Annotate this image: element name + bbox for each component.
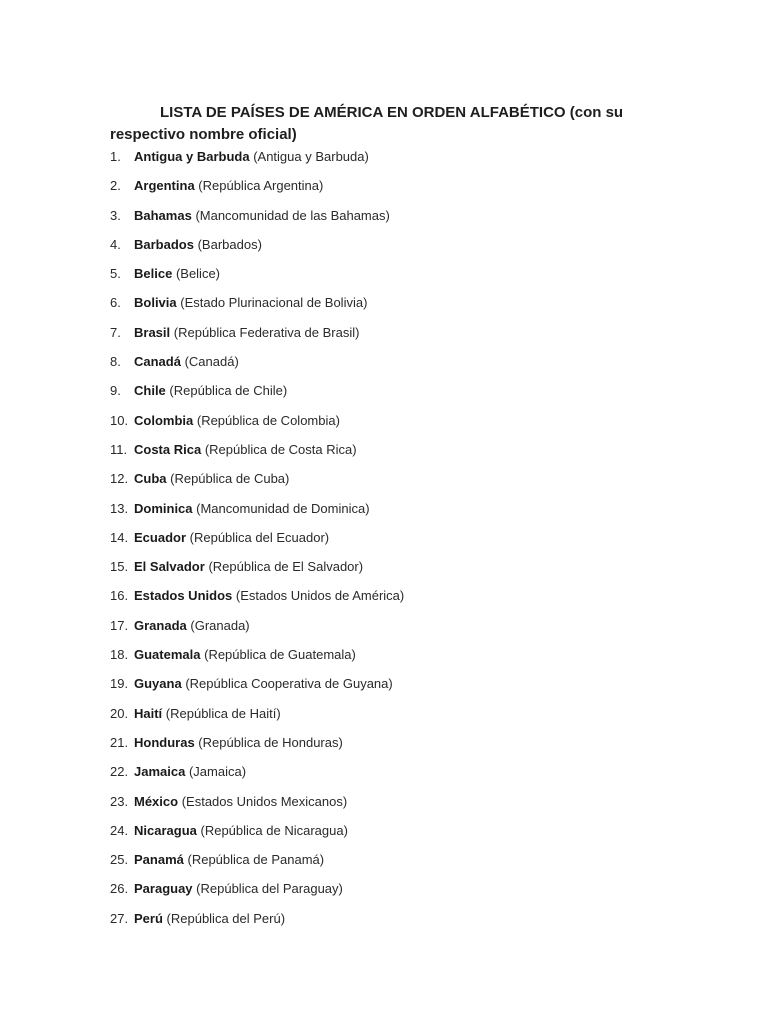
list-item xyxy=(110,584,404,613)
official-name: (República de Costa Rica) xyxy=(204,441,357,457)
list-item-number: 14. xyxy=(110,529,129,545)
country-name: Belice xyxy=(134,266,173,282)
official-name: (República del Perú) xyxy=(166,910,286,926)
official-name: (Estados Unidos Mexicanos) xyxy=(181,793,348,809)
list-item-number: 2. xyxy=(110,178,121,194)
official-name: (República Argentina) xyxy=(198,178,324,194)
list-item xyxy=(110,497,404,526)
country-name: Colombia xyxy=(134,412,194,428)
country-name: Estados Unidos xyxy=(134,588,233,604)
country-name: Argentina xyxy=(134,178,195,194)
country-name: Honduras xyxy=(134,734,195,750)
official-name: (República de El Salvador) xyxy=(208,559,364,575)
list-item xyxy=(110,760,404,789)
country-name: Jamaica xyxy=(134,764,186,780)
country-name: Ecuador xyxy=(134,529,187,545)
list-item xyxy=(110,819,404,848)
list-item-number: 3. xyxy=(110,207,121,223)
list-item-number: 18. xyxy=(110,647,129,663)
list-item-number: 16. xyxy=(110,588,129,604)
official-name: (República del Ecuador) xyxy=(189,529,330,545)
document-title: LISTA DE PAÍSES DE AMÉRICA EN ORDEN ALFABÉTICO (con su respectivo nombre oficial) xyxy=(110,104,624,143)
country-name: Canadá xyxy=(134,354,181,370)
country-name: Antigua y Barbuda xyxy=(134,149,250,164)
list-item-number: 4. xyxy=(110,236,121,252)
official-name: (República de Colombia) xyxy=(196,412,340,428)
country-name: Guatemala xyxy=(134,647,201,663)
country-name: Cuba xyxy=(134,471,167,487)
official-name: (República de Nicaragua) xyxy=(200,822,348,838)
official-name: (República de Chile) xyxy=(169,383,288,399)
list-item-number: 12. xyxy=(110,471,129,487)
country-name: Panamá xyxy=(134,852,184,868)
country-list xyxy=(110,145,404,936)
list-item xyxy=(110,731,404,760)
official-name: (República de Guatemala) xyxy=(204,647,356,663)
country-name: Brasil xyxy=(134,324,171,340)
list-item-number: 11. xyxy=(110,441,128,457)
official-name: (Jamaica) xyxy=(188,764,247,780)
list-item-number: 8. xyxy=(110,354,121,370)
official-name: (República Federativa de Brasil) xyxy=(173,324,360,340)
list-item xyxy=(110,233,404,262)
list-item xyxy=(110,262,404,291)
list-item xyxy=(110,672,404,701)
list-item xyxy=(110,467,404,496)
country-name: Nicaragua xyxy=(134,822,197,838)
official-name: (República de Cuba) xyxy=(170,471,290,487)
list-item-number: 10. xyxy=(110,412,129,428)
list-item-number: 25. xyxy=(110,852,129,868)
list-item xyxy=(110,907,404,936)
list-item xyxy=(110,643,404,672)
list-item-number: 23. xyxy=(110,793,129,809)
list-item-number: 9. xyxy=(110,383,121,399)
country-name: Haití xyxy=(134,705,163,721)
official-name: (Granada) xyxy=(190,617,250,633)
official-name: (Mancomunidad de Dominica) xyxy=(196,500,370,516)
country-name: México xyxy=(134,793,179,809)
list-item xyxy=(110,526,404,555)
official-name: (Estado Plurinacional de Bolivia) xyxy=(180,295,368,311)
official-name: (Mancomunidad de las Bahamas) xyxy=(195,207,390,223)
list-item-number: 22. xyxy=(110,764,129,780)
list-item xyxy=(110,614,404,643)
list-item xyxy=(110,409,404,438)
official-name: (Barbados) xyxy=(197,236,262,252)
country-name: Paraguay xyxy=(134,881,193,897)
list-item xyxy=(110,877,404,906)
list-item-number: 6. xyxy=(110,295,121,311)
country-name: Guyana xyxy=(134,676,182,692)
list-item-number: 20. xyxy=(110,705,129,721)
official-name: (República del Paraguay) xyxy=(196,881,343,897)
country-name: Granada xyxy=(134,617,187,633)
list-item xyxy=(110,438,404,467)
list-item-number: 21. xyxy=(110,734,129,750)
list-item-number: 17. xyxy=(110,617,129,633)
list-item-number: 27. xyxy=(110,910,129,926)
list-item-number: 5. xyxy=(110,266,121,282)
country-name: Perú xyxy=(134,910,163,926)
official-name: (República Cooperativa de Guyana) xyxy=(185,676,393,692)
list-item xyxy=(110,145,404,174)
list-item xyxy=(110,379,404,408)
country-name: Barbados xyxy=(134,236,194,252)
list-item-number: 26. xyxy=(110,881,129,897)
official-name: (Estados Unidos de América) xyxy=(235,588,405,604)
list-item xyxy=(110,702,404,731)
official-name: (República de Haití) xyxy=(165,705,281,721)
list-item xyxy=(110,350,404,379)
official-name: (Antigua y Barbuda) xyxy=(253,149,369,164)
country-name: Bahamas xyxy=(134,207,192,223)
official-name: (República de Panamá) xyxy=(187,852,325,868)
country-name: El Salvador xyxy=(134,559,205,575)
official-name: (República de Honduras) xyxy=(198,734,343,750)
list-item-number: 24. xyxy=(110,822,129,838)
country-name: Dominica xyxy=(134,500,193,516)
country-name: Bolivia xyxy=(134,295,177,311)
list-item xyxy=(110,848,404,877)
list-item-number: 1. xyxy=(110,149,121,164)
list-item xyxy=(110,321,404,350)
country-name: Chile xyxy=(134,383,166,399)
list-item-number: 19. xyxy=(110,676,129,692)
official-name: (Belice) xyxy=(175,266,221,282)
list-item xyxy=(110,291,404,320)
country-name: Costa Rica xyxy=(134,441,202,457)
official-name: (Canadá) xyxy=(184,354,239,370)
list-item xyxy=(110,174,404,203)
list-item xyxy=(110,790,404,819)
list-item xyxy=(110,555,404,584)
list-item-number: 7. xyxy=(110,324,121,340)
list-item xyxy=(110,204,404,233)
list-item-number: 15. xyxy=(110,559,129,575)
list-item-number: 13. xyxy=(110,500,129,516)
